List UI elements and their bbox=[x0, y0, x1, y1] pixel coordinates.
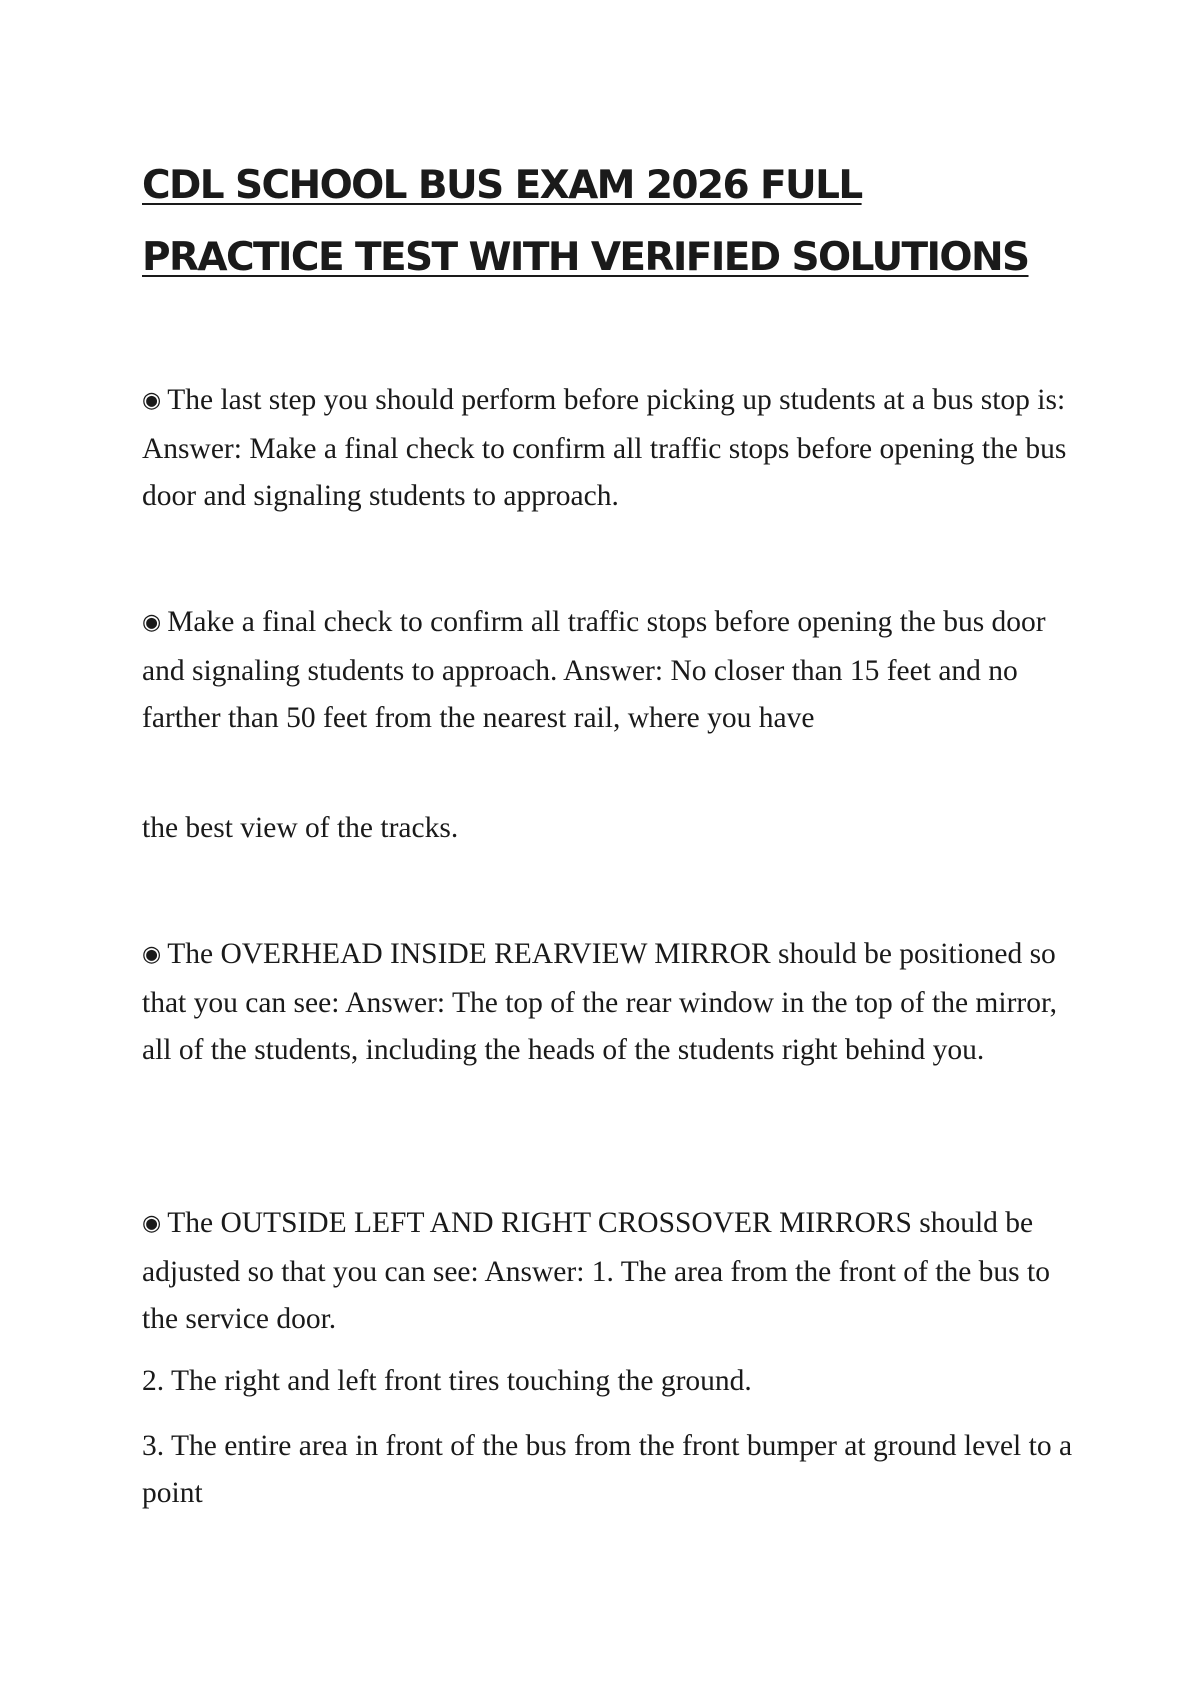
document-title bbox=[142, 150, 1102, 294]
qa-item-3-text: The OVERHEAD INSIDE REARVIEW MIRROR should be positioned so that you can see: Answer: The top of the rear window in the top of the mirror, all of the students, including the heads of the students right behind you. bbox=[142, 938, 1057, 1066]
qa-item-3 bbox=[142, 931, 1082, 1074]
qa-item-4-continuation-2: 3. The entire area in front of the bus from the front bumper at ground level to a point bbox=[142, 1430, 1073, 1509]
qa-item-4 bbox=[142, 1200, 1082, 1343]
qa-item-2 bbox=[142, 599, 1082, 742]
radio-bullet-icon: ◉ bbox=[142, 388, 162, 413]
qa-item-2-text: Make a final check to confirm all traffic stops before opening the bus door and signaling students to approach. Answer: No closer than 15 feet and no farther than 50 feet from the nearest rail, where you have bbox=[142, 606, 1046, 734]
title-line-2: PRACTICE TEST WITH VERIFIED SOLUTIONS bbox=[142, 235, 1029, 280]
qa-item-4-continuation-1: 2. The right and left front tires touching the ground. bbox=[142, 1365, 752, 1397]
qa-item-4-text: The OUTSIDE LEFT AND RIGHT CROSSOVER MIRRORS should be adjusted so that you can see: Answer: 1. The area from the front of the bus to the service door. bbox=[142, 1207, 1050, 1335]
qa-item-1 bbox=[142, 377, 1082, 520]
radio-bullet-icon: ◉ bbox=[142, 942, 162, 967]
qa-item-1-text: The last step you should perform before picking up students at a bus stop is: Answer: Make a final check to confirm all traffic stops before opening the bus door and signaling students to approach. bbox=[142, 384, 1067, 512]
radio-bullet-icon: ◉ bbox=[142, 1211, 162, 1236]
radio-bullet-icon: ◉ bbox=[142, 610, 162, 635]
title-line-1: CDL SCHOOL BUS EXAM 2026 FULL bbox=[142, 163, 862, 208]
qa-item-2-continuation: the best view of the tracks. bbox=[142, 812, 459, 844]
